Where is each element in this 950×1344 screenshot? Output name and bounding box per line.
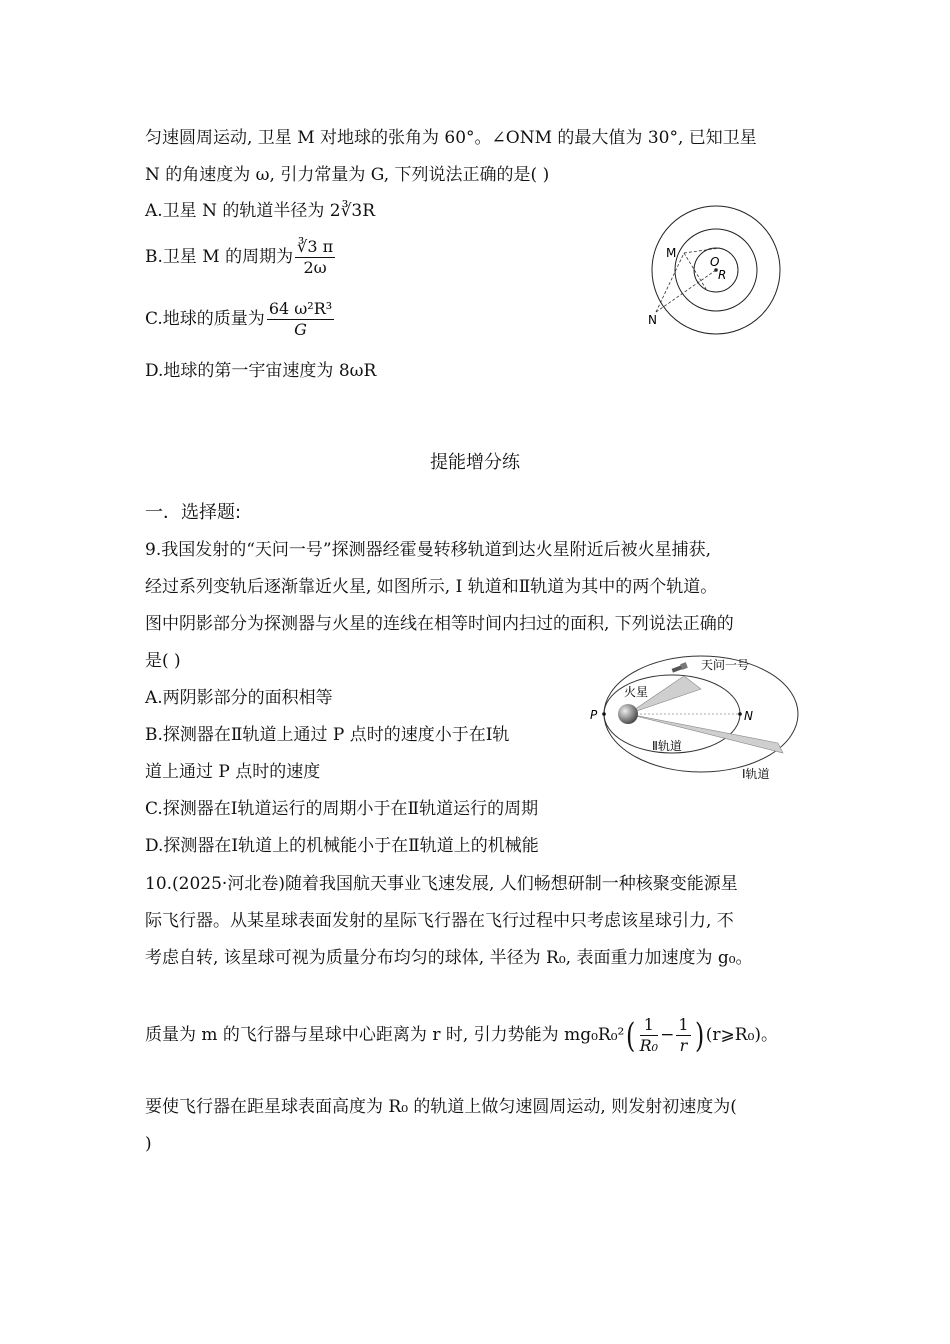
point-p [602, 712, 606, 716]
probe-icon [672, 662, 688, 672]
q8-option-b [145, 237, 337, 278]
q8-option-c-numerator: 64 ω²R³ [268, 299, 333, 318]
q9-orbit-figure [588, 652, 810, 786]
line-n-m [656, 253, 684, 312]
label-m: M [666, 246, 677, 260]
q9-line2: 经过系列变轨后逐渐靠近火星, 如图所示, Ⅰ 轨道和Ⅱ轨道为其中的两个轨道。 [145, 577, 718, 597]
right-paren: ) [694, 1015, 704, 1056]
q9-line3: 图中阴影部分为探测器与火星的连线在相等时间内扫过的面积, 下列说法正确的 [145, 614, 734, 634]
fraction-1-numerator: 1 [640, 1015, 658, 1036]
q10-line6: ) [145, 1134, 152, 1154]
q10-line4-suffix: (r⩾R₀)。 [705, 1025, 779, 1045]
label-orbit-2: Ⅱ轨道 [652, 739, 682, 753]
mars-sphere [618, 704, 638, 724]
q9-option-b-line1: B.探测器在Ⅱ轨道上通过 P 点时的速度小于在Ⅰ轨 [145, 725, 510, 745]
q9-option-c: C.探测器在Ⅰ轨道运行的周期小于在Ⅱ轨道运行的周期 [145, 799, 539, 819]
minus-sign: − [660, 1025, 675, 1045]
point-n [738, 712, 742, 716]
q8-line2: N 的角速度为 ω, 引力常量为 G, 下列说法正确的是( ) [145, 165, 550, 185]
q8-option-b-denominator: 2ω [303, 258, 327, 277]
fraction-1-over-r [676, 1015, 690, 1056]
section-title: 一．选择题: [145, 502, 242, 523]
fraction-2-denominator: r [679, 1036, 688, 1055]
q8-option-c-fraction [267, 299, 334, 340]
line-m-tangent-top [684, 248, 720, 253]
q8-option-b-numerator: ∛3 π [297, 237, 334, 256]
q10-line3: 考虑自转, 该星球可视为质量分布均匀的球体, 半径为 R₀, 表面重力加速度为 g₀。 [145, 948, 753, 968]
q9-option-b-line2: 道上通过 P 点时的速度 [145, 762, 321, 782]
fraction-2-numerator: 1 [678, 1015, 689, 1034]
q9-option-d: D.探测器在Ⅰ轨道上的机械能小于在Ⅱ轨道上的机械能 [145, 836, 539, 856]
q10-line2: 际飞行器。从某星球表面发射的星际飞行器在飞行过程中只考虑该星球引力, 不 [145, 911, 734, 931]
left-paren: ( [626, 1015, 636, 1056]
label-mars: 火星 [624, 685, 649, 699]
label-o: O [710, 255, 720, 269]
fraction-1-denominator: R₀ [639, 1036, 659, 1055]
label-orbit-1: Ⅰ轨道 [742, 767, 770, 781]
q8-orbit-figure [640, 200, 790, 340]
label-n: N [648, 313, 657, 327]
q8-option-b-fraction [295, 237, 335, 278]
label-r: R [718, 268, 727, 282]
q8-option-c [145, 299, 336, 340]
line-m-tangent-bottom [684, 253, 706, 289]
label-n: N [744, 709, 753, 723]
label-probe: 天问一号 [701, 658, 750, 672]
q9-option-a: A.两阴影部分的面积相等 [145, 688, 333, 708]
q10-line1: 10.(2025·河北卷)随着我国航天事业飞速发展, 人们畅想研制一种核聚变能源星 [145, 874, 738, 894]
q8-option-d: D.地球的第一宇宙速度为 8ωR [145, 361, 377, 381]
q10-line5: 要使飞行器在距星球表面高度为 R₀ 的轨道上做匀速圆周运动, 则发射初速度为( [145, 1097, 737, 1117]
q9-line1: 9.我国发射的“天问一号”探测器经霍曼转移轨道到达火星附近后被火星捕获, [145, 540, 712, 560]
line-n-o [656, 270, 716, 312]
q8-option-a: A.卫星 N 的轨道半径为 2∛3R [145, 201, 376, 221]
q8-option-c-prefix: C.地球的质量为 [145, 309, 265, 329]
q10-line4-prefix: 质量为 m 的飞行器与星球中心距离为 r 时, 引力势能为 mg₀R₀² [145, 1025, 625, 1045]
q8-line1: 匀速圆周运动, 卫星 M 对地球的张角为 60°。∠ONM 的最大值为 30°, 已知卫星 [145, 128, 757, 148]
q8-option-c-denominator: G [294, 320, 307, 339]
fraction-1-over-r0 [640, 1015, 658, 1056]
q9-line4: 是( ) [145, 651, 181, 671]
q8-option-b-prefix: B.卫星 M 的周期为 [145, 247, 294, 267]
label-p: P [590, 708, 598, 722]
q10-line4 [145, 1015, 778, 1056]
section-heading: 提能增分练 [430, 452, 520, 473]
